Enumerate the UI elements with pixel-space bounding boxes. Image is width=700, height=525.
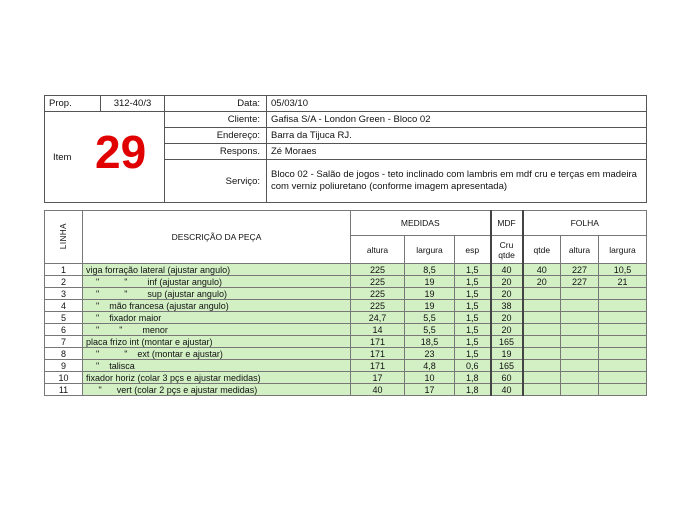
descricao-cell: placa frizo int (montar e ajustar) <box>83 336 351 348</box>
descricao-cell: " " menor <box>83 324 351 336</box>
esp-cell: 1,5 <box>455 300 491 312</box>
descricao-cell: viga forração lateral (ajustar angulo) <box>83 264 351 276</box>
folha-altura-cell <box>561 384 599 396</box>
cru-cell: 20 <box>491 324 523 336</box>
data-value: 05/03/10 <box>267 96 647 112</box>
linha-cell: 1 <box>45 264 83 276</box>
linha-cell: 5 <box>45 312 83 324</box>
endereco-value: Barra da Tijuca RJ. <box>267 128 647 144</box>
table-row <box>45 324 647 336</box>
linha-cell: 2 <box>45 276 83 288</box>
item-label: Item <box>53 152 72 163</box>
folha-largura-cell <box>599 372 647 384</box>
table-row <box>45 276 647 288</box>
cru-cell: 19 <box>491 348 523 360</box>
descricao-cell: " " ext (montar e ajustar) <box>83 348 351 360</box>
altura-cell: 171 <box>351 336 405 348</box>
folha-qtde-cell <box>523 312 561 324</box>
largura-cell: 8,5 <box>405 264 455 276</box>
cru-cell: 165 <box>491 336 523 348</box>
folha-altura-cell <box>561 288 599 300</box>
cru-cell: 60 <box>491 372 523 384</box>
linha-cell: 9 <box>45 360 83 372</box>
table-row <box>45 360 647 372</box>
table-row <box>45 372 647 384</box>
folha-largura-cell <box>599 348 647 360</box>
cru-cell: 20 <box>491 312 523 324</box>
folha-altura-cell <box>561 360 599 372</box>
folha-largura-cell <box>599 324 647 336</box>
folha-altura-cell <box>561 300 599 312</box>
largura-cell: 18,5 <box>405 336 455 348</box>
largura-cell: 17 <box>405 384 455 396</box>
largura-cell: 23 <box>405 348 455 360</box>
esp-cell: 1,5 <box>455 264 491 276</box>
descricao-cell: fixador horiz (colar 3 pçs e ajustar medidas) <box>83 372 351 384</box>
esp-cell: 1,5 <box>455 348 491 360</box>
altura-cell: 24,7 <box>351 312 405 324</box>
folha-qtde-cell <box>523 324 561 336</box>
descricao-cell: " vert (colar 2 pçs e ajustar medidas) <box>83 384 351 396</box>
table-row <box>45 384 647 396</box>
linha-cell: 3 <box>45 288 83 300</box>
altura-cell: 14 <box>351 324 405 336</box>
cliente-label: Cliente: <box>165 112 267 128</box>
folha-altura-cell <box>561 324 599 336</box>
esp-header: esp <box>455 236 491 264</box>
largura-cell: 19 <box>405 276 455 288</box>
folha-altura-cell: 227 <box>561 276 599 288</box>
folha-largura-cell <box>599 336 647 348</box>
folha-qtde-cell <box>523 372 561 384</box>
quote-sheet <box>44 95 646 396</box>
altura-header: altura <box>351 236 405 264</box>
folha-largura-cell: 10,5 <box>599 264 647 276</box>
esp-cell: 1,5 <box>455 336 491 348</box>
table-row <box>45 300 647 312</box>
esp-cell: 0,6 <box>455 360 491 372</box>
folha-altura-cell <box>561 372 599 384</box>
medidas-header: MEDIDAS <box>351 211 491 236</box>
linha-cell: 6 <box>45 324 83 336</box>
cru-cell: 40 <box>491 264 523 276</box>
respons-label: Respons. <box>165 144 267 160</box>
cliente-value: Gafisa S/A - London Green - Bloco 02 <box>267 112 647 128</box>
folha-header: FOLHA <box>523 211 647 236</box>
esp-cell: 1,8 <box>455 372 491 384</box>
table-row <box>45 288 647 300</box>
folha-qtde-cell <box>523 288 561 300</box>
linha-cell: 11 <box>45 384 83 396</box>
folha-largura-cell <box>599 360 647 372</box>
table-row <box>45 336 647 348</box>
parts-table <box>44 210 647 396</box>
cru-cell: 40 <box>491 384 523 396</box>
folha-qtde-cell: 40 <box>523 264 561 276</box>
servico-value: Bloco 02 - Salão de jogos - teto inclinado com lambris em mdf cru e terças em madeira com verniz poliuretano (conforme imagem apresentada) <box>267 160 647 203</box>
folha-largura-cell <box>599 384 647 396</box>
linha-cell: 8 <box>45 348 83 360</box>
esp-cell: 1,8 <box>455 384 491 396</box>
largura-cell: 5,5 <box>405 324 455 336</box>
data-label: Data: <box>165 96 267 112</box>
esp-cell: 1,5 <box>455 312 491 324</box>
largura-cell: 5,5 <box>405 312 455 324</box>
folha-largura-cell <box>599 288 647 300</box>
endereco-label: Endereço: <box>165 128 267 144</box>
descricao-cell: " " inf (ajustar angulo) <box>83 276 351 288</box>
altura-cell: 225 <box>351 264 405 276</box>
descricao-cell: " " sup (ajustar angulo) <box>83 288 351 300</box>
item-cell <box>45 112 165 203</box>
table-row <box>45 264 647 276</box>
largura-cell: 4,8 <box>405 360 455 372</box>
folha-qtde-cell <box>523 336 561 348</box>
folha-altura-cell <box>561 336 599 348</box>
folha-largura-header: largura <box>599 236 647 264</box>
folha-qtde-cell <box>523 300 561 312</box>
largura-cell: 10 <box>405 372 455 384</box>
altura-cell: 40 <box>351 384 405 396</box>
folha-largura-cell: 21 <box>599 276 647 288</box>
folha-largura-cell <box>599 300 647 312</box>
folha-altura-cell: 227 <box>561 264 599 276</box>
linha-cell: 4 <box>45 300 83 312</box>
prop-label: Prop. <box>45 96 101 112</box>
folha-qtde-cell <box>523 360 561 372</box>
mdf-header: MDF <box>491 211 523 236</box>
servico-label: Serviço: <box>165 160 267 203</box>
prop-value: 312-40/3 <box>101 96 165 112</box>
folha-largura-cell <box>599 312 647 324</box>
table-row <box>45 312 647 324</box>
folha-altura-cell <box>561 312 599 324</box>
largura-cell: 19 <box>405 288 455 300</box>
cru-qtde-header: Cru qtde <box>491 236 523 264</box>
esp-cell: 1,5 <box>455 288 491 300</box>
cru-cell: 38 <box>491 300 523 312</box>
folha-qtde-cell <box>523 348 561 360</box>
header-table <box>44 95 647 203</box>
descricao-cell: " mão francesa (ajustar angulo) <box>83 300 351 312</box>
altura-cell: 17 <box>351 372 405 384</box>
altura-cell: 225 <box>351 276 405 288</box>
table-row <box>45 348 647 360</box>
linha-cell: 10 <box>45 372 83 384</box>
folha-altura-cell <box>561 348 599 360</box>
largura-header: largura <box>405 236 455 264</box>
esp-cell: 1,5 <box>455 276 491 288</box>
altura-cell: 225 <box>351 300 405 312</box>
altura-cell: 171 <box>351 348 405 360</box>
cru-cell: 165 <box>491 360 523 372</box>
descricao-cell: " talisca <box>83 360 351 372</box>
folha-qtde-cell <box>523 384 561 396</box>
cru-cell: 20 <box>491 288 523 300</box>
folha-qtde-header: qtde <box>523 236 561 264</box>
esp-cell: 1,5 <box>455 324 491 336</box>
descricao-header: DESCRIÇÃO DA PEÇA <box>83 211 351 264</box>
item-number: 29 <box>95 126 147 178</box>
descricao-cell: " fixador maior <box>83 312 351 324</box>
linha-cell: 7 <box>45 336 83 348</box>
largura-cell: 19 <box>405 300 455 312</box>
linha-header: LINHA <box>45 211 83 264</box>
altura-cell: 171 <box>351 360 405 372</box>
altura-cell: 225 <box>351 288 405 300</box>
respons-value: Zé Moraes <box>267 144 647 160</box>
folha-altura-header: altura <box>561 236 599 264</box>
cru-cell: 20 <box>491 276 523 288</box>
folha-qtde-cell: 20 <box>523 276 561 288</box>
